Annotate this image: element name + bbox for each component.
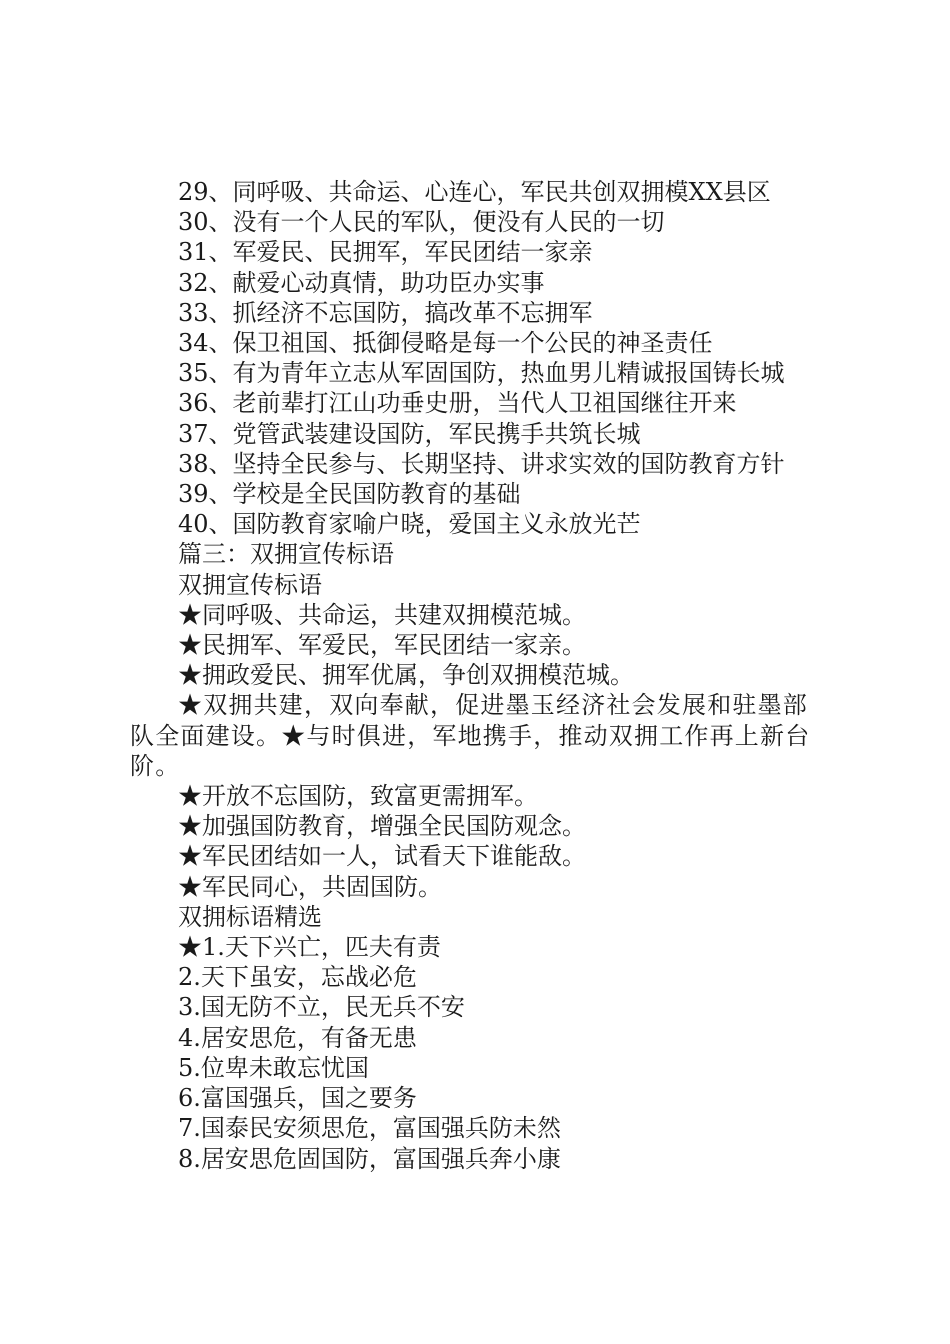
- text-line-40: 40、国防教育家喻户晓，爱国主义永放光芒: [178, 510, 641, 539]
- numbered-slogan: 4.居安思危，有备无患: [178, 1023, 417, 1052]
- slogan-line: ★加强国防教育，增强全民国防观念。: [178, 812, 586, 841]
- text-line-36: 36、老前辈打江山功垂史册，当代人卫祖国继往开来: [178, 389, 737, 418]
- numbered-slogan: 3.国无防不立，民无兵不安: [178, 993, 465, 1022]
- slogan-line: ★军民同心，共固国防。: [178, 872, 442, 901]
- slogan-line: ★同呼吸、共命运，共建双拥模范城。: [178, 600, 586, 629]
- slogan-paragraph: ★双拥共建，双向奉献，促进墨玉经济社会发展和驻墨部队全面建设。★与时俱进，军地携手，推动双拥工作再上新台阶。: [130, 691, 811, 780]
- numbered-slogan: ★1.天下兴亡，匹夫有责: [178, 933, 441, 962]
- text-line-35: 35、有为青年立志从军固国防，热血男儿精诚报国铸长城: [178, 359, 785, 388]
- slogan-line: ★民拥军、军爱民，军民团结一家亲。: [178, 631, 586, 660]
- text-line-38: 38、坚持全民参与、长期坚持、讲求实效的国防教育方针: [178, 449, 785, 478]
- text-line-39: 39、学校是全民国防教育的基础: [178, 480, 521, 509]
- section-subtitle: 双拥标语精选: [178, 902, 322, 931]
- text-line-31: 31、军爱民、民拥军，军民团结一家亲: [178, 238, 593, 267]
- numbered-slogan: 5.位卑未敢忘忧国: [178, 1053, 369, 1082]
- numbered-slogan: 7.国泰民安须思危，富国强兵防未然: [178, 1114, 561, 1143]
- text-line-29: 29、同呼吸、共命运、心连心，军民共创双拥模XX县区: [178, 178, 771, 206]
- slogan-line: ★军民团结如一人，试看天下谁能敌。: [178, 842, 586, 871]
- slogan-line: ★开放不忘国防，致富更需拥军。: [178, 782, 538, 811]
- numbered-slogan: 8.居安思危固国防，富国强兵奔小康: [178, 1144, 561, 1173]
- section-heading: 篇三：双拥宣传标语: [178, 540, 394, 569]
- text-line-34: 34、保卫祖国、抵御侵略是每一个公民的神圣责任: [178, 329, 713, 358]
- text-line-33: 33、抓经济不忘国防，搞改革不忘拥军: [178, 298, 593, 327]
- numbered-slogan: 6.富国强兵，国之要务: [178, 1084, 417, 1113]
- document-body: [130, 177, 830, 1174]
- numbered-slogan: 2.天下虽安，忘战必危: [178, 963, 417, 992]
- section-subtitle: 双拥宣传标语: [178, 570, 322, 599]
- text-line-30: 30、没有一个人民的军队，便没有人民的一切: [178, 208, 665, 237]
- slogan-line: ★拥政爱民、拥军优属，争创双拥模范城。: [178, 661, 634, 690]
- text-line-32: 32、献爱心动真情，助功臣办实事: [178, 268, 545, 297]
- text-line-37: 37、党管武装建设国防，军民携手共筑长城: [178, 419, 641, 448]
